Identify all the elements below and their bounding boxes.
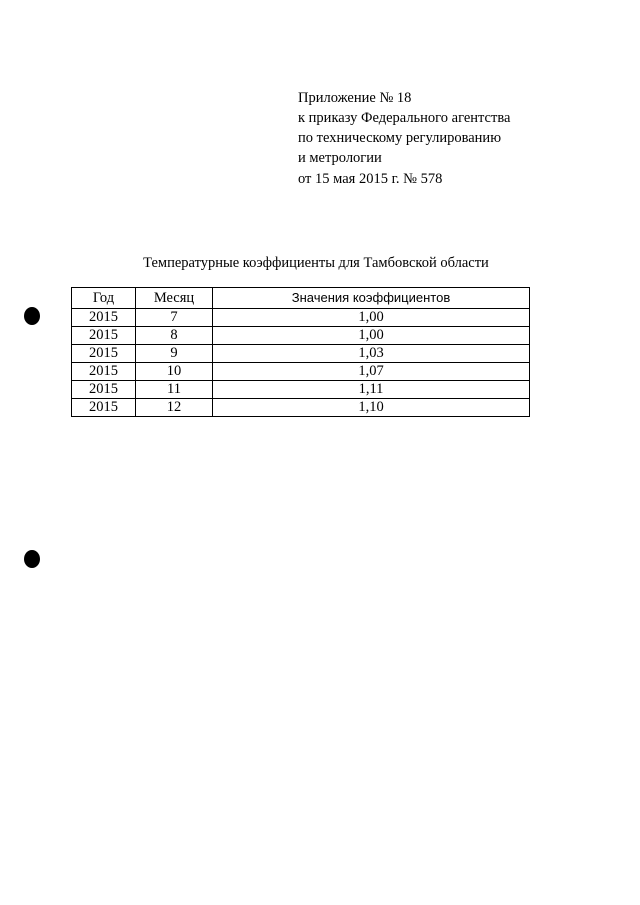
cell-year: 2015 [72,399,136,417]
cell-month: 12 [136,399,213,417]
header-coefficient-values: Значения коэффициентов [213,288,530,309]
cell-coefficient: 1,00 [213,327,530,345]
cell-month: 9 [136,345,213,363]
cell-year: 2015 [72,363,136,381]
cell-year: 2015 [72,309,136,327]
appendix-order-line-3: и метрологии [298,150,382,166]
cell-coefficient: 1,00 [213,309,530,327]
table-row [72,309,530,327]
header-month: Месяц [136,288,213,309]
punch-hole-mark [24,307,40,325]
table-header-row [72,288,530,309]
table-row [72,345,530,363]
cell-month: 8 [136,327,213,345]
punch-hole-mark [24,550,40,568]
cell-year: 2015 [72,345,136,363]
appendix-order-line-2: по техническому регулированию [298,130,502,146]
table-row [72,399,530,417]
document-title: Температурные коэффициенты для Тамбовской области [143,255,489,271]
cell-month: 10 [136,363,213,381]
table-row [72,381,530,399]
cell-month: 11 [136,381,213,399]
table-row [72,363,530,381]
cell-month: 7 [136,309,213,327]
table-row [72,327,530,345]
cell-year: 2015 [72,327,136,345]
cell-coefficient: 1,07 [213,363,530,381]
header-year: Год [72,288,136,309]
cell-coefficient: 1,10 [213,399,530,417]
coefficients-table [71,287,530,417]
appendix-order-date: от 15 мая 2015 г. № 578 [298,171,443,187]
appendix-number: Приложение № 18 [298,90,412,106]
cell-coefficient: 1,11 [213,381,530,399]
appendix-order-line-1: к приказу Федерального агентства [298,110,511,126]
appendix-reference [298,88,598,189]
cell-coefficient: 1,03 [213,345,530,363]
cell-year: 2015 [72,381,136,399]
